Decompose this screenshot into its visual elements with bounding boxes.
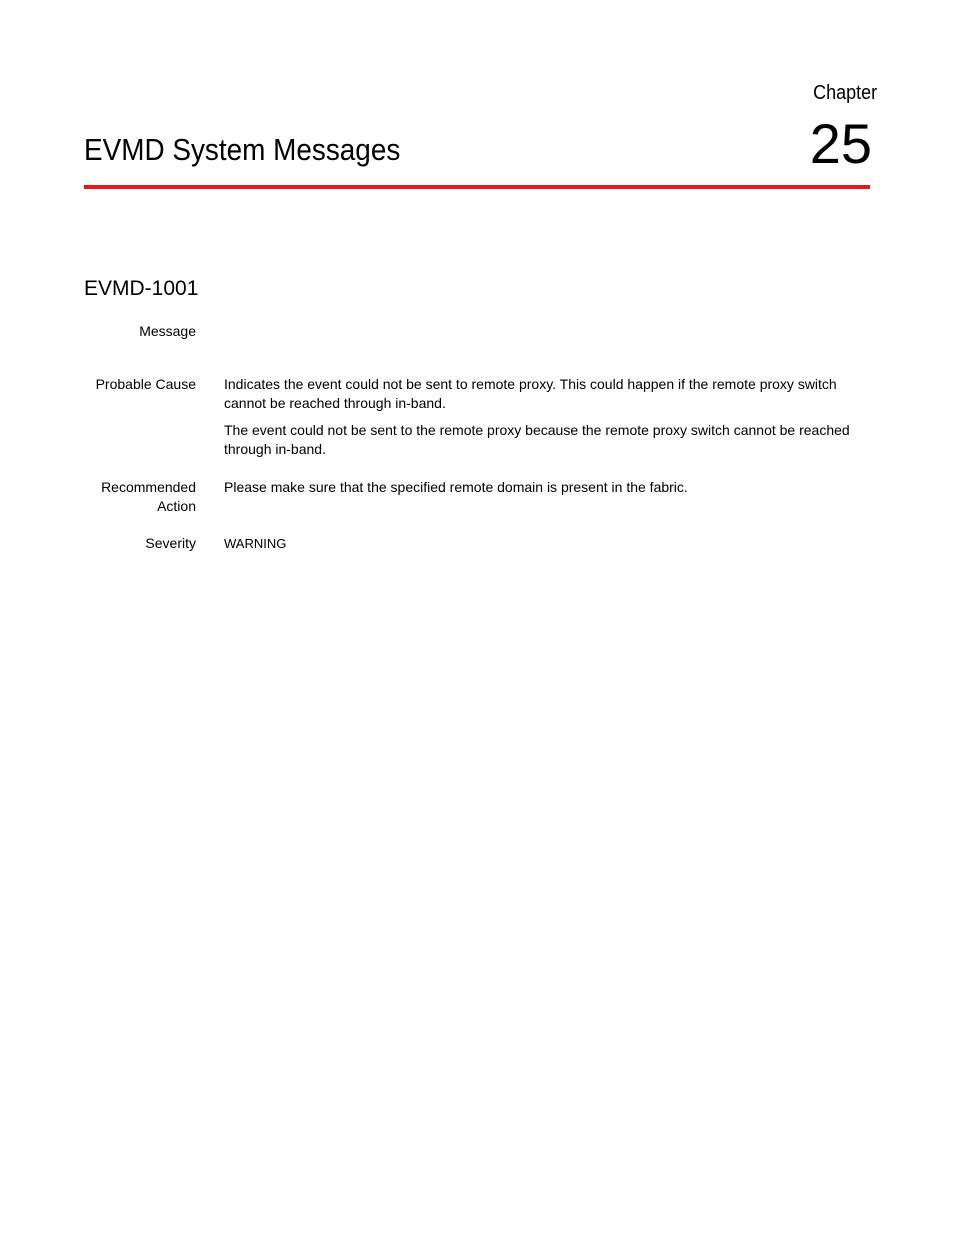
probable-cause-label: Probable Cause [95,376,196,392]
title-rule [84,185,870,189]
severity-value: WARNING [224,536,287,551]
probable-cause-text: Indicates the event could not be sent to remote proxy. This could happen if the remote proxy switch cannot be reached through in-band. [224,376,837,411]
probable-cause-detail: The event could not be sent to the remote proxy because the remote proxy switch cannot be reached through in-band. [224,422,850,457]
section-heading: EVMD-1001 [84,277,199,300]
recommended-label-line1: Recommended [101,479,196,495]
page-title: EVMD System Messages [84,132,401,167]
severity-label: Severity [145,535,196,551]
recommended-action-text: Please make sure that the specified remote domain is present in the fabric. [224,479,688,495]
chapter-label: Chapter [812,82,877,104]
recommended-action-label [101,478,196,516]
chapter-number: 25 [809,112,872,175]
recommended-label-line2: Action [157,498,196,514]
message-label: Message [139,323,196,339]
